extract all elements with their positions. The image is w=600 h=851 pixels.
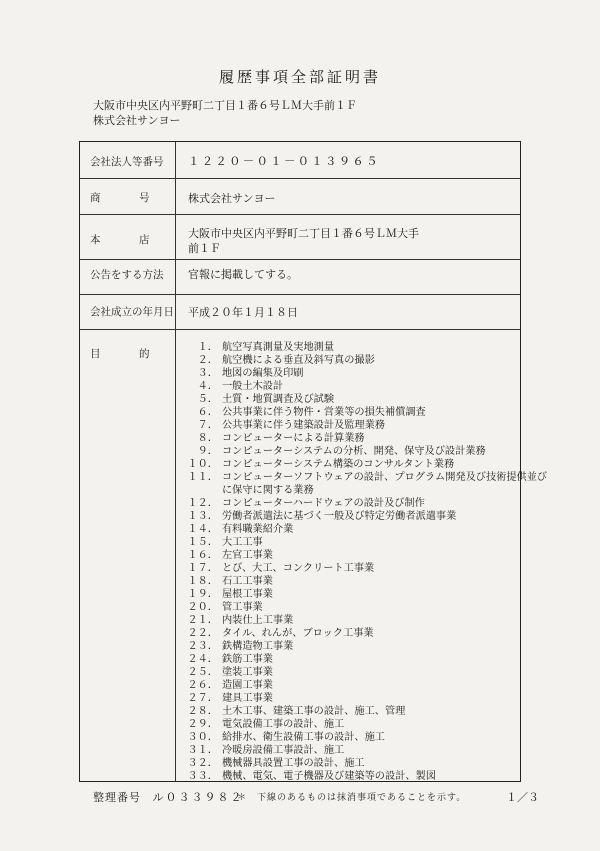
item-number: ８． — [197, 433, 218, 444]
item-text: 労働者派遣法に基づく一般及び特定労働者派遣事業 — [222, 511, 457, 522]
item-text: 塗装工事業 — [222, 667, 273, 678]
item-number: １０． — [187, 459, 218, 470]
reference-number — [93, 789, 244, 805]
row-divider — [80, 178, 520, 179]
item-text: とび、大工、コンクリート工事業 — [222, 563, 375, 574]
address-line-2: 株式会社サンヨー — [93, 114, 181, 127]
item-number: ２３． — [187, 641, 218, 652]
list-item — [182, 419, 512, 432]
item-number: ２０． — [187, 602, 218, 613]
item-text: 造園工事業 — [222, 680, 273, 691]
list-item — [182, 523, 512, 536]
list-item — [182, 640, 512, 653]
trade-name-label: 商 号 — [90, 192, 164, 204]
page-number: １／３ — [506, 791, 539, 804]
purpose-label: 目 的 — [90, 348, 164, 360]
item-text-continued: に保守に関する業務 — [222, 485, 314, 496]
list-item — [182, 562, 512, 575]
list-item — [182, 588, 512, 601]
item-number: １６． — [187, 550, 218, 561]
list-item — [182, 653, 512, 666]
head-office-label: 本 店 — [90, 234, 164, 246]
item-text: タイル、れんが、ブロック工事業 — [222, 628, 374, 639]
item-number: ２６． — [187, 680, 218, 691]
item-number: ２８． — [187, 706, 218, 717]
purpose-list — [182, 341, 548, 783]
list-item — [182, 354, 512, 367]
list-item — [182, 406, 512, 419]
item-number: ６． — [197, 407, 218, 418]
item-text: 一般土木設計 — [222, 381, 284, 392]
list-item — [182, 341, 512, 354]
public-notice-value: 官報に掲載してする。 — [188, 268, 298, 281]
list-item — [182, 497, 512, 510]
item-number: ５． — [197, 394, 218, 405]
item-text: 公共事業に伴う物件・営業等の損失補償調査 — [222, 407, 426, 418]
list-item — [182, 471, 548, 497]
item-number: ３１． — [187, 745, 218, 756]
item-text: 土質・地質調査及び試験 — [222, 394, 335, 405]
item-text: 大工工事 — [222, 537, 263, 548]
item-text: 機械器具設置工事の設計、施工 — [222, 758, 365, 769]
item-text: 電気設備工事の設計、施工 — [222, 719, 345, 730]
item-text: コンピューターシステム構築のコンサルタント業務 — [222, 459, 455, 470]
footer-note: ＊ 下線のあるものは抹消事項であることを示す。 — [237, 793, 467, 803]
list-item — [182, 393, 512, 406]
item-number: ２９． — [187, 719, 218, 730]
item-number: ９． — [197, 446, 218, 457]
item-text: 内装仕上工事業 — [222, 615, 294, 626]
list-item — [182, 575, 512, 588]
head-office-value-line1: 大阪市中央区内平野町二丁目１番６号ＬＭ大手 — [188, 227, 419, 240]
item-text: 土木工事、建築工事の設計、施工、管理 — [222, 706, 406, 717]
list-item — [182, 549, 512, 562]
list-item — [182, 380, 512, 393]
list-item — [182, 445, 512, 458]
item-text: 冷暖房設備工事設計、施工 — [222, 745, 345, 756]
item-number: １９． — [187, 589, 218, 600]
document-title: 履歴事項全部証明書 — [218, 68, 381, 86]
column-divider — [175, 142, 176, 781]
item-number: １２． — [187, 498, 218, 509]
item-number: ３２． — [187, 758, 218, 769]
item-text: 航空写真測量及実地測量 — [222, 342, 335, 353]
list-item — [182, 718, 512, 731]
item-text: 鉄筋工事業 — [222, 654, 273, 665]
head-office-value-line2: 前１Ｆ — [188, 242, 221, 255]
corp-number-label: 会社法人等番号 — [90, 156, 164, 168]
item-number: ４． — [197, 381, 218, 392]
item-number: ３３． — [187, 771, 218, 782]
item-number: ２１． — [187, 615, 218, 626]
item-text: 地図の編集及印刷 — [222, 368, 304, 379]
list-item — [182, 731, 512, 744]
established-value: 平成２０年１月１８日 — [188, 306, 298, 319]
list-item — [182, 536, 512, 549]
row-divider — [80, 214, 520, 215]
corp-number-value: １２２０－０１－０１３９６５ — [188, 154, 380, 168]
list-item — [182, 666, 512, 679]
item-text: コンピューターハードウェアの設計及び制作 — [222, 498, 425, 509]
list-item — [182, 367, 512, 380]
list-item — [182, 627, 512, 640]
reference-number-value: ル０３３９８２ — [152, 791, 244, 804]
item-text: 鉄構造物工事業 — [222, 641, 294, 652]
list-item — [182, 692, 512, 705]
item-text: コンピューターによる計算業務 — [222, 433, 365, 444]
item-text: 管工事業 — [222, 602, 263, 613]
item-text: 給排水、衛生設備工事の設計、施工 — [222, 732, 385, 743]
item-number: １５． — [187, 537, 218, 548]
item-text: 公共事業に伴う建築設計及監理業務 — [222, 420, 385, 431]
list-item — [182, 679, 512, 692]
address-line-1: 大阪市中央区内平野町二丁目１番６号ＬＭ大手前１Ｆ — [93, 99, 357, 112]
established-label: 会社成立の年月日 — [90, 306, 174, 318]
item-text: 有料職業紹介業 — [222, 524, 294, 535]
row-divider — [80, 329, 520, 330]
list-item — [182, 770, 512, 783]
row-divider — [80, 259, 520, 260]
item-number: ３０． — [187, 732, 218, 743]
item-text: 機械、電気、電子機器及び建築等の設計、製図 — [222, 771, 436, 782]
item-text: コンピューターシステムの分析、開発、保守及び設計業務 — [222, 446, 486, 457]
item-number: ２７． — [187, 693, 218, 704]
item-number: ２５． — [187, 667, 218, 678]
item-text: コンピューターソフトウェアの設計、プログラム開発及び技術提供並び — [222, 472, 548, 483]
item-number: ２２． — [187, 628, 218, 639]
item-text: 石工工事業 — [222, 576, 273, 587]
item-number: ３． — [197, 368, 218, 379]
item-number: ７． — [197, 420, 218, 431]
public-notice-label: 公告をする方法 — [90, 269, 164, 281]
item-number: ２． — [197, 355, 218, 366]
list-item — [182, 432, 512, 445]
item-number: １７． — [187, 563, 218, 574]
item-number: １． — [197, 342, 218, 353]
registry-table — [79, 141, 548, 782]
item-number: １３． — [187, 511, 218, 522]
list-item — [182, 757, 512, 770]
row-divider — [80, 294, 520, 295]
list-item — [182, 614, 512, 627]
list-item — [182, 601, 512, 614]
item-number: １４． — [187, 524, 218, 535]
list-item — [182, 744, 512, 757]
item-number: １８． — [187, 576, 218, 587]
item-text: 屋根工事業 — [222, 589, 273, 600]
item-text: 左官工事業 — [222, 550, 273, 561]
trade-name-value: 株式会社サンヨー — [188, 192, 276, 205]
item-number: ２４． — [187, 654, 218, 665]
item-text: 航空機による垂直及斜写真の撮影 — [222, 355, 375, 366]
item-number: １１． — [187, 472, 218, 483]
list-item — [182, 705, 512, 718]
list-item — [182, 510, 512, 523]
item-text: 建具工事業 — [222, 693, 273, 704]
list-item — [182, 458, 512, 471]
reference-number-label: 整理番号 — [93, 791, 141, 804]
